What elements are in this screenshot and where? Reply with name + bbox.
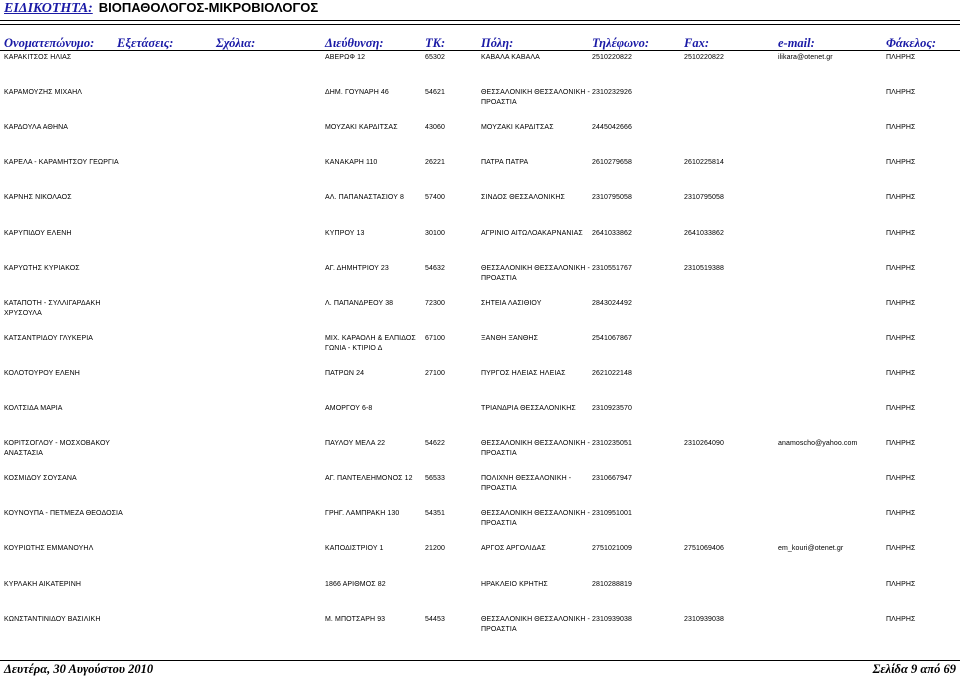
cell-address: ΠΑΥΛΟΥ ΜΕΛΑ 22 <box>325 440 386 447</box>
cell-phone: 2751021009 <box>592 545 632 552</box>
cell-name: ΚΑΤΑΠΟΤΗ - ΣΥΛΛΙΓΑΡΔΑΚΗ <box>4 300 101 307</box>
specialty-value: ΒΙΟΠΑΘΟΛΟΓΟΣ-ΜΙΚΡΟΒΙΟΛΟΓΟΣ <box>98 0 319 15</box>
cell-city: ΠΡΟΑΣΤΙΑ <box>481 626 517 633</box>
cell-name: ΚΩΝΣΤΑΝΤΙΝΙΔΟΥ ΒΑΣΙΛΙΚΗ <box>4 616 101 623</box>
cell-phone: 2510220822 <box>592 54 632 61</box>
col-email: e-mail: <box>778 36 815 50</box>
cell-name: ΚΟΥΝΟΥΠΑ - ΠΕΤΜΕΖΑ ΘΕΟΔΟΣΙΑ <box>4 510 123 517</box>
cell-fax: 2510220822 <box>684 54 724 61</box>
cell-phone: 2621022148 <box>592 370 632 377</box>
cell-address: ΚΥΠΡΟΥ 13 <box>325 230 365 237</box>
col-folder: Φάκελος: <box>886 36 937 50</box>
cell-phone: 2310951001 <box>592 510 632 517</box>
cell-city: ΠΡΟΑΣΤΙΑ <box>481 275 517 282</box>
cell-folder: ΠΛΗΡΗΣ <box>886 89 916 96</box>
cell-city: ΘΕΣΣΑΛΟΝΙΚΗ ΘΕΣΣΑΛΟΝΙΚΗ - <box>481 616 590 623</box>
cell-city: ΠΥΡΓΟΣ ΗΛΕΙΑΣ ΗΛΕΙΑΣ <box>481 370 566 377</box>
cell-phone: 2310923570 <box>592 405 632 412</box>
cell-address: ΑΜΟΡΓΟΥ 6-8 <box>325 405 373 412</box>
cell-city: ΤΡΙΑΝΔΡΙΑ ΘΕΣΣΑΛΟΝΙΚΗΣ <box>481 405 576 412</box>
cell-name: ΚΑΡΔΟΥΛΑ ΑΘΗΝΑ <box>4 124 69 131</box>
cell-city: ΠΡΟΑΣΤΙΑ <box>481 520 517 527</box>
cell-city: ΘΕΣΣΑΛΟΝΙΚΗ ΘΕΣΣΑΛΟΝΙΚΗ - <box>481 89 590 96</box>
cell-phone: 2310551767 <box>592 265 632 272</box>
cell-phone: 2310795058 <box>592 194 632 201</box>
cell-name: ΑΝΑΣΤΑΣΙΑ <box>4 450 43 457</box>
footer-date: Δευτέρα, 30 Αυγούστου 2010 <box>4 662 154 676</box>
cell-city: ΜΟΥΖΑΚΙ ΚΑΡΔΙΤΣΑΣ <box>481 124 554 131</box>
cell-tk: 54453 <box>425 616 445 623</box>
cell-folder: ΠΛΗΡΗΣ <box>886 54 916 61</box>
page-header <box>4 0 318 18</box>
cell-phone: 2310235051 <box>592 440 632 447</box>
cell-city: ΣΗΤΕΙΑ ΛΑΣΙΘΙΟΥ <box>481 300 542 307</box>
cell-tk: 67100 <box>425 335 445 342</box>
cell-name: ΚΑΡΑΜΟΥΖΗΣ ΜΙΧΑΗΛ <box>4 89 83 96</box>
cell-name: ΚΑΡΝΗΣ ΝΙΚΟΛΑΟΣ <box>4 194 72 201</box>
cell-tk: 43060 <box>425 124 445 131</box>
cell-city: ΗΡΑΚΛΕΙΟ ΚΡΗΤΗΣ <box>481 581 548 588</box>
cell-tk: 72300 <box>425 300 445 307</box>
cell-tk: 54621 <box>425 89 445 96</box>
footer-rule <box>0 660 960 661</box>
cell-name: ΚΟΡΙΤΣΟΓΛΟΥ - ΜΟΣΧΟΒΑΚΟΥ <box>4 440 111 447</box>
cell-email[interactable]: em_kouri@otenet.gr <box>778 545 844 552</box>
cell-address: Λ. ΠΑΠΑΝΔΡΕΟΥ 38 <box>325 300 394 307</box>
cell-folder: ΠΛΗΡΗΣ <box>886 475 916 482</box>
cell-city: ΘΕΣΣΑΛΟΝΙΚΗ ΘΕΣΣΑΛΟΝΙΚΗ - <box>481 440 590 447</box>
cell-phone: 2541067867 <box>592 335 632 342</box>
cell-fax: 2751069406 <box>684 545 724 552</box>
cell-fax: 2310264090 <box>684 440 724 447</box>
cell-folder: ΠΛΗΡΗΣ <box>886 545 916 552</box>
cell-name: ΚΑΡΥΠΙΔΟΥ ΕΛΕΝΗ <box>4 230 72 237</box>
cell-name: ΚΑΡΕΛΑ - ΚΑΡΑΜΗΤΣΟΥ ΓΕΩΡΓΙΑ <box>4 159 119 166</box>
cell-city: ΘΕΣΣΑΛΟΝΙΚΗ ΘΕΣΣΑΛΟΝΙΚΗ - <box>481 265 590 272</box>
cell-address: ΑΛ. ΠΑΠΑΝΑΣΤΑΣΙΟΥ 8 <box>325 194 404 201</box>
cell-tk: 21200 <box>425 545 445 552</box>
cell-folder: ΠΛΗΡΗΣ <box>886 370 916 377</box>
cell-city: ΞΑΝΘΗ ΞΑΝΘΗΣ <box>481 335 539 342</box>
cell-folder: ΠΛΗΡΗΣ <box>886 124 916 131</box>
col-phone: Τηλέφωνο: <box>592 36 650 50</box>
col-tk: ΤΚ: <box>425 36 446 50</box>
cell-fax: 2310519388 <box>684 265 724 272</box>
cell-tk: 56533 <box>425 475 445 482</box>
cell-phone: 2310232926 <box>592 89 632 96</box>
cell-phone: 2310667947 <box>592 475 632 482</box>
col-name: Ονοματεπώνυμο: <box>4 36 95 50</box>
cell-folder: ΠΛΗΡΗΣ <box>886 616 916 623</box>
cell-folder: ΠΛΗΡΗΣ <box>886 230 916 237</box>
specialty-label: ΕΙΔΙΚΟΤΗΤΑ: <box>4 1 93 16</box>
cell-address: 1866 ΑΡΙΘΜΟΣ 82 <box>325 581 386 588</box>
col-comments: Σχόλια: <box>216 36 256 50</box>
cell-address: ΓΩΝΙΑ - ΚΤΙΡΙΟ Δ <box>325 345 383 352</box>
cell-city: ΠΟΛΙΧΝΗ ΘΕΣΣΑΛΟΝΙΚΗ - <box>481 475 572 482</box>
cell-folder: ΠΛΗΡΗΣ <box>886 510 916 517</box>
cell-email[interactable]: ilikara@otenet.gr <box>778 54 833 61</box>
cell-name: ΚΥΡΛΑΚΗ ΑΙΚΑΤΕΡΙΝΗ <box>4 581 82 588</box>
cell-city: ΠΡΟΑΣΤΙΑ <box>481 450 517 457</box>
cell-tk: 54632 <box>425 265 445 272</box>
footer-page: Σελίδα 9 από 69 <box>872 662 956 676</box>
cell-folder: ΠΛΗΡΗΣ <box>886 335 916 342</box>
cell-city: ΠΑΤΡΑ ΠΑΤΡΑ <box>481 159 529 166</box>
cell-fax: 2310939038 <box>684 616 724 623</box>
header-top-rule-2 <box>0 24 960 25</box>
cell-phone: 2310939038 <box>592 616 632 623</box>
cell-folder: ΠΛΗΡΗΣ <box>886 194 916 201</box>
cell-phone: 2810288819 <box>592 581 632 588</box>
cell-tk: 57400 <box>425 194 445 201</box>
cell-tk: 54351 <box>425 510 445 517</box>
col-fax: Fax: <box>684 36 709 50</box>
cell-tk: 27100 <box>425 370 445 377</box>
cell-fax: 2641033862 <box>684 230 724 237</box>
cell-address: ΠΑΤΡΩΝ 24 <box>325 370 365 377</box>
cell-address: ΓΡΗΓ. ΛΑΜΠΡΑΚΗ 130 <box>325 510 400 517</box>
cell-folder: ΠΛΗΡΗΣ <box>886 265 916 272</box>
cell-fax: 2610225814 <box>684 159 724 166</box>
cell-name: ΚΑΤΣΑΝΤΡΙΔΟΥ ΓΛΥΚΕΡΙΑ <box>4 335 94 342</box>
cell-city: ΣΙΝΔΟΣ ΘΕΣΣΑΛΟΝΙΚΗΣ <box>481 194 565 201</box>
cell-folder: ΠΛΗΡΗΣ <box>886 159 916 166</box>
cell-tk: 65302 <box>425 54 445 61</box>
col-city: Πόλη: <box>481 36 514 50</box>
cell-address: ΑΓ. ΔΗΜΗΤΡΙΟΥ 23 <box>325 265 389 272</box>
cell-folder: ΠΛΗΡΗΣ <box>886 581 916 588</box>
col-exams: Εξετάσεις: <box>117 36 174 50</box>
cell-phone: 2843024492 <box>592 300 632 307</box>
cell-address: ΜΙΧ. ΚΑΡΑΟΛΗ & ΕΛΠΙΔΟΣ <box>325 335 416 342</box>
cell-name: ΚΟΣΜΙΔΟΥ ΣΟΥΣΑΝΑ <box>4 475 77 482</box>
column-header-rule <box>0 50 960 51</box>
cell-city: ΠΡΟΑΣΤΙΑ <box>481 99 517 106</box>
cell-name: ΚΑΡΑΚΙΤΣΟΣ ΗΛΙΑΣ <box>4 54 72 61</box>
header-top-rule <box>0 20 960 21</box>
cell-name: ΚΑΡΥΩΤΗΣ ΚΥΡΙΑΚΟΣ <box>4 265 80 272</box>
cell-name: ΧΡΥΣΟΥΛΑ <box>4 310 42 317</box>
cell-address: Μ. ΜΠΟΤΣΑΡΗ 93 <box>325 616 386 623</box>
cell-address: ΚΑΝΑΚΑΡΗ 110 <box>325 159 378 166</box>
cell-folder: ΠΛΗΡΗΣ <box>886 300 916 307</box>
cell-phone: 2610279658 <box>592 159 632 166</box>
cell-address: ΑΒΕΡΩΦ 12 <box>325 54 366 61</box>
cell-fax: 2310795058 <box>684 194 724 201</box>
cell-city: ΚΑΒΑΛΑ ΚΑΒΑΛΑ <box>481 54 540 61</box>
cell-address: ΑΓ. ΠΑΝΤΕΛΕΗΜΟΝΟΣ 12 <box>325 475 413 482</box>
col-address: Διεύθυνση: <box>325 36 384 50</box>
cell-name: ΚΟΥΡΙΩΤΗΣ ΕΜΜΑΝΟΥΗΛ <box>4 545 94 552</box>
cell-city: ΑΓΡΙΝΙΟ ΑΙΤΩΛΟΑΚΑΡΝΑΝΙΑΣ <box>481 230 583 237</box>
cell-city: ΑΡΓΟΣ ΑΡΓΟΛΙΔΑΣ <box>481 545 546 552</box>
cell-folder: ΠΛΗΡΗΣ <box>886 405 916 412</box>
cell-tk: 26221 <box>425 159 445 166</box>
cell-phone: 2445042666 <box>592 124 632 131</box>
cell-address: ΜΟΥΖΑΚΙ ΚΑΡΔΙΤΣΑΣ <box>325 124 398 131</box>
cell-tk: 54622 <box>425 440 445 447</box>
cell-address: ΔΗΜ. ΓΟΥΝΑΡΗ 46 <box>325 89 389 96</box>
cell-address: ΚΑΠΟΔΙΣΤΡΙΟΥ 1 <box>325 545 384 552</box>
cell-city: ΘΕΣΣΑΛΟΝΙΚΗ ΘΕΣΣΑΛΟΝΙΚΗ - <box>481 510 590 517</box>
cell-name: ΚΟΛΟΤΟΥΡΟΥ ΕΛΕΝΗ <box>4 370 80 377</box>
cell-email[interactable]: anamoscho@yahoo.com <box>778 440 858 447</box>
cell-city: ΠΡΟΑΣΤΙΑ <box>481 485 517 492</box>
cell-phone: 2641033862 <box>592 230 632 237</box>
cell-folder: ΠΛΗΡΗΣ <box>886 440 916 447</box>
cell-name: ΚΟΛΤΣΙΔΑ ΜΑΡΙΑ <box>4 405 63 412</box>
cell-tk: 30100 <box>425 230 445 237</box>
